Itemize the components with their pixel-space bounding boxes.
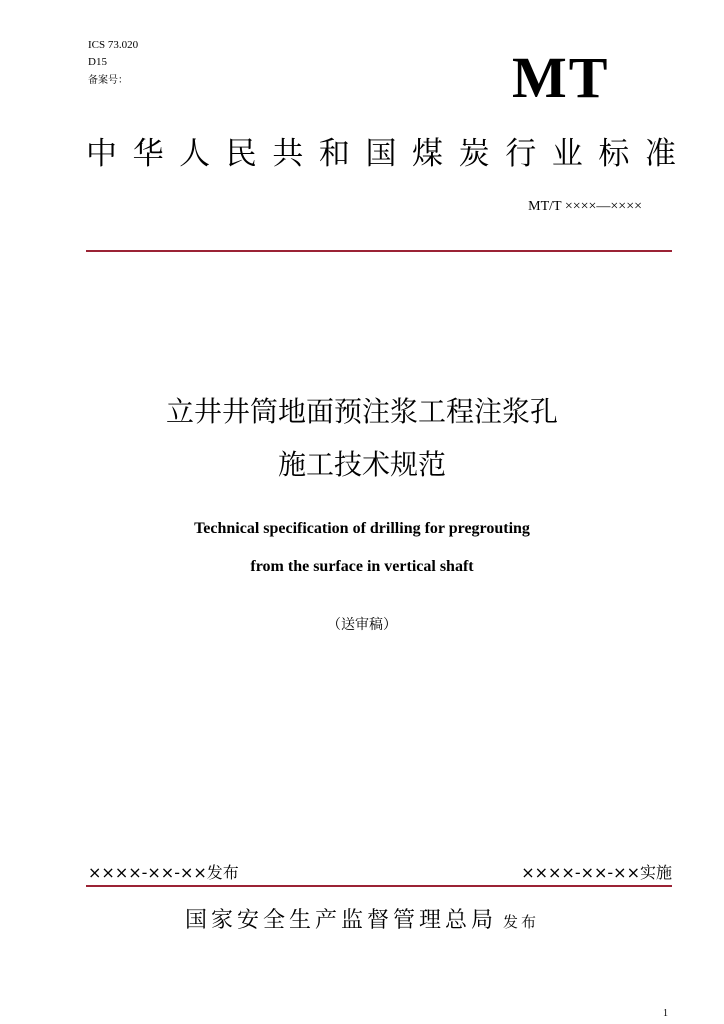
standard-title-char: 华 <box>132 136 164 172</box>
publish-date: ××××-××-××发布 <box>88 863 239 882</box>
draft-status: （送审稿） <box>327 617 397 633</box>
standard-title-char: 人 <box>179 136 211 172</box>
standard-title-char: 标 <box>598 136 630 172</box>
issue-suffix: 发布 <box>503 913 540 931</box>
standard-title-char: 炭 <box>458 136 490 172</box>
issuer-row <box>0 906 724 936</box>
standard-title-char: 中 <box>86 136 117 172</box>
document-title-en-line1: Technical specification of drilling for pregrouting <box>194 520 530 537</box>
mt-logo: MT <box>512 45 610 110</box>
standard-title-char: 和 <box>318 136 350 172</box>
standard-title-char: 准 <box>644 136 676 172</box>
filing-number-label: 备案号： <box>88 75 128 86</box>
standard-title-char: 民 <box>225 136 257 172</box>
top-divider <box>86 250 672 252</box>
page-number: 1 <box>663 1008 668 1019</box>
document-title-en-line2: from the surface in vertical shaft <box>250 558 474 575</box>
bottom-divider <box>86 885 672 887</box>
implement-date: ××××-××-××实施 <box>521 863 672 882</box>
issuer-name: 国家安全生产监督管理总局 <box>184 908 497 933</box>
ics-code: ICS 73.020 <box>88 39 139 51</box>
standard-number: MT/T ××××—×××× <box>528 199 642 214</box>
document-title-cn-line2: 施工技术规范 <box>277 448 446 481</box>
standard-title <box>86 134 676 174</box>
standard-title-char: 国 <box>365 136 397 172</box>
standard-title-char: 共 <box>272 136 304 172</box>
standard-title-char: 行 <box>505 136 537 172</box>
classification-code: D15 <box>88 56 107 68</box>
standard-title-char: 煤 <box>412 136 444 172</box>
document-title-cn-line1: 立井井筒地面预注浆工程注浆孔 <box>165 395 558 428</box>
standard-title-char: 业 <box>551 136 583 172</box>
